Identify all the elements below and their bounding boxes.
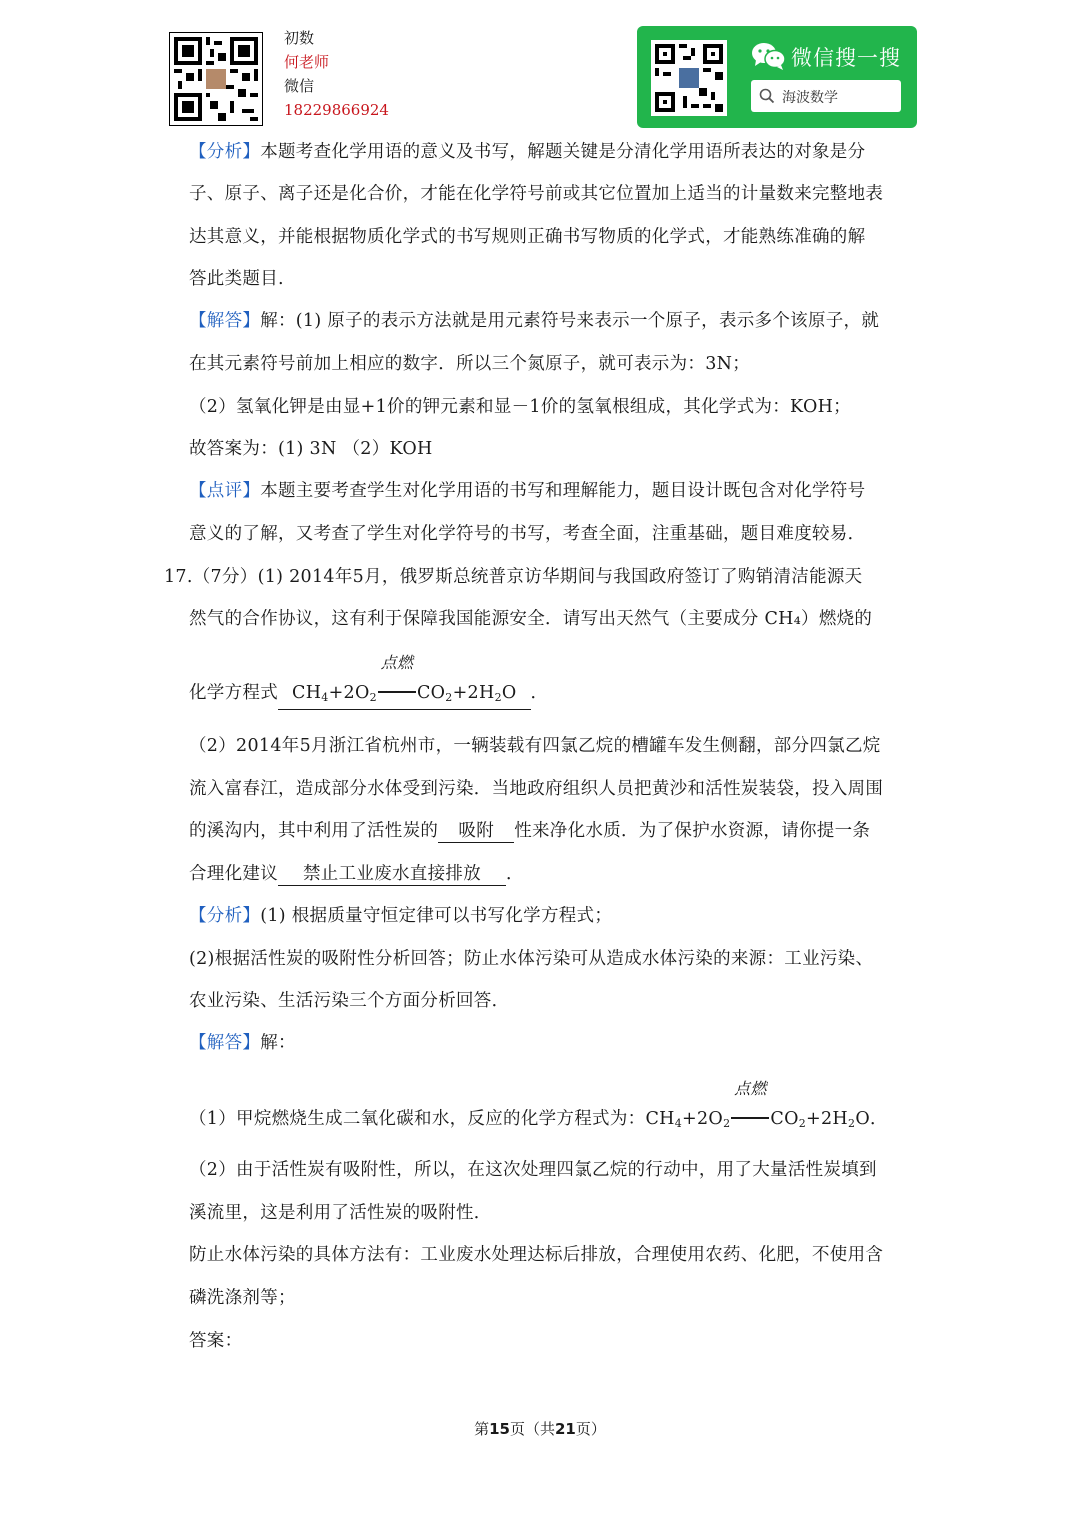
q16-analysis-line-4: 答此类题目. [189,269,284,289]
wechat-search-box[interactable] [751,80,901,112]
q16-analysis-line-1: 【分析】本题考查化学用语的意义及书写，解题关键是分清化学用语所表达的对象是分 [189,142,866,162]
q17-analysis-line-3: 农业污染、生活污染三个方面分析回答． [189,991,510,1011]
contact-teacher-name: 何老师 [284,53,330,71]
q16-answer-line-3: （2）氢氧化钾是由显+1价的钾元素和显－1价的氢氧根组成，其化学式为：KOH； [189,397,851,417]
page-footer: 第15页（共21页） [474,1420,606,1438]
wechat-search-title: 微信搜一搜 [791,46,901,70]
contact-wechat-label: 微信 [284,77,315,95]
reaction-arrow [730,1079,770,1132]
q17-analysis-line-1: 【分析】(1) 根据质量守恒定律可以书写化学方程式； [189,906,613,926]
wechat-search-query: 海波数学 [782,90,838,106]
q17-blank-adsorption: 吸附 [438,820,514,843]
q17-stem-line-3: 化学方程式 $CH_4+2O_2$ 点燃 $CO_2+2H_2O$ ． [189,680,919,710]
q17-answer-line-6: 答案： [189,1331,243,1351]
q17-stem-line-2: 然气的合作协议，这有利于保障我国能源安全．请写出天然气（主要成分 CH₄）燃烧的 [189,609,873,629]
q16-analysis-line-2: 子、原子、离子还是化合价，才能在化学符号前或其它位置加上适当的计量数来完整地表 [189,184,884,204]
q17-stem-line-6: 的溪沟内，其中利用了活性炭的 吸附 性来净化水质．为了保护水资源，请你提一条 [189,821,871,841]
q17-stem-line-5: 流入富春江，造成部分水体受到污染．当地政府组织人员把黄沙和活性炭装袋，投入周围 [189,779,884,799]
q17-answer-line-5: 磷洗涤剂等； [189,1288,296,1308]
wechat-search-card [637,26,917,128]
q16-analysis-line-3: 达其意义，并能根据物质化学式的书写规则正确书写物质的化学式，才能熟练准确的解 [189,227,866,247]
q17-stem-line-1: 17.（7分）(1) 2014年5月，俄罗斯总统普京访华期间与我国政府签订了购销清洁能源天 [164,567,863,587]
contact-subject: 初数 [284,29,315,47]
qr-code-teacher [169,32,263,126]
wechat-logo-icon [751,41,787,71]
page-total: 21 [555,1420,576,1438]
comment-tag: 【点评】 [189,481,261,501]
teacher-contact [284,26,389,122]
q16-comment-line-2: 意义的了解，又考查了学生对化学符号的书写，考查全面，注重基础，题目难度较易． [189,524,866,544]
reaction-condition: 点燃 [380,653,414,672]
q17-stem-line-4: （2）2014年5月浙江省杭州市，一辆装载有四氯乙烷的槽罐车发生侧翻，部分四氯乙烷 [189,736,881,756]
q16-answer-line-1: 【解答】解：(1) 原子的表示方法就是用元素符号来表示一个原子，表示多个该原子，就 [189,311,880,331]
answer-tag: 【解答】 [189,311,261,331]
q17-answer-line-3: 溪流里，这是利用了活性炭的吸附性． [189,1203,492,1223]
q16-answer-line-2: 在其元素符号前加上相应的数字．所以三个氮原子，就可表示为：3N； [189,354,751,374]
page-number: 15 [489,1420,510,1438]
reaction-arrow [377,653,417,704]
q17-stem-line-7: 合理化建议 禁止工业废水直接排放 ． [189,864,524,884]
analysis-tag: 【分析】 [189,142,261,162]
q17-analysis-line-2: (2)根据活性炭的吸附性分析回答；防止水体污染可从造成水体污染的来源：工业污染、 [189,949,874,969]
q17-answer-line-2: （2）由于活性炭有吸附性，所以，在这次处理四氯乙烷的行动中，用了大量活性炭填到 [189,1160,877,1180]
contact-phone-number: 18229866924 [284,101,389,119]
q16-comment-line-1: 【点评】本题主要考查学生对化学用语的书写和理解能力，题目设计既包含对化学符号 [189,481,866,501]
wechat-qr-code [651,40,727,116]
reaction-condition: 点燃 [734,1079,767,1098]
q17-answer-head: 【解答】解： [189,1033,296,1053]
q17-equation-blank: $CH_4+2O_2$ 点燃 $CO_2+2H_2O$ [278,682,531,710]
q17-blank-suggestion: 禁止工业废水直接排放 [278,863,506,886]
q17-answer-line-4: 防止水体污染的具体方法有：工业废水处理达标后排放，合理使用农药、化肥，不使用含 [189,1245,884,1265]
q17-answer-equation: $CH_4+2O_2$ 点燃 $CO_2+2H_2O$ [645,1109,870,1129]
q17-answer-line-1: （1）甲烷燃烧生成二氧化碳和水，反应的化学方程式为：$CH_4+2O_2$ 点燃 $CO_2+2H_2O$． [189,1106,919,1137]
q16-answer-line-4: 故答案为：(1) 3N （2）KOH [189,439,433,459]
search-icon [759,88,775,104]
